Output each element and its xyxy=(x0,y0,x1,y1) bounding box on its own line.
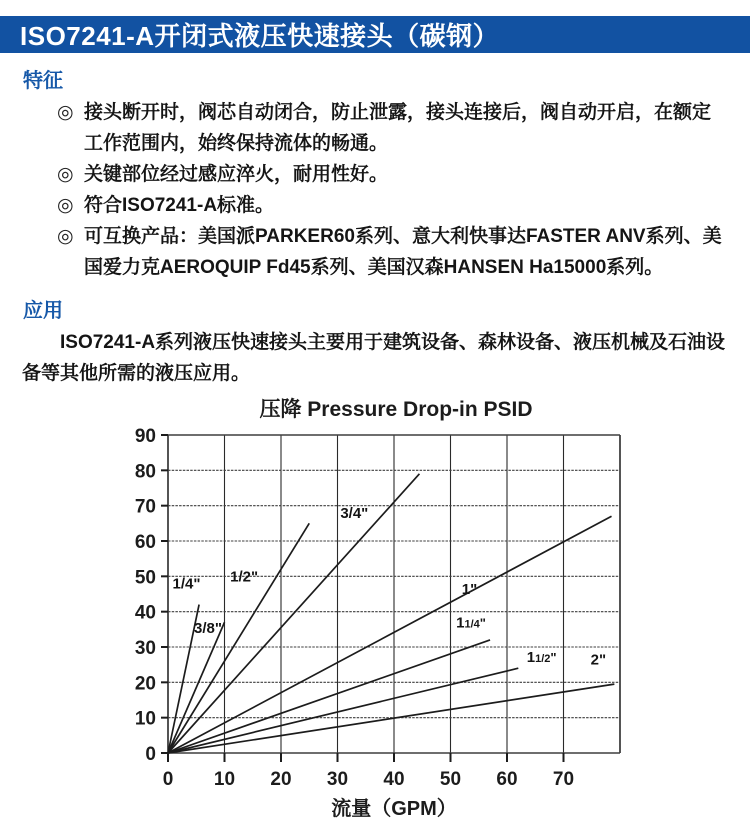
chart-title: 压降 Pressure Drop-in PSID xyxy=(259,398,533,421)
feature-item xyxy=(57,190,728,221)
application-heading: 应用 xyxy=(23,300,63,322)
page-title: ISO7241-A开闭式液压快速接头（碳钢） xyxy=(20,21,500,51)
feature-item xyxy=(57,97,728,159)
svg-text:80: 80 xyxy=(134,461,156,483)
bullet-icon: ◎ xyxy=(57,195,74,216)
bullet-icon: ◎ xyxy=(57,102,74,123)
svg-text:3/4": 3/4" xyxy=(340,505,369,523)
feature-text: 接头断开时，阀芯自动闭合，防止泄露，接头连接后，阀自动开启，在额定工作范围内，始终保持流体的畅通。 xyxy=(84,102,712,154)
feature-text: 可互换产品：美国派PARKER60系列、意大利快事达FASTER ANV系列、美国爱力克AEROQUIP Fd45系列、美国汉森HANSEN Ha15000系列。 xyxy=(84,226,722,278)
svg-text:11/2": 11/2" xyxy=(526,648,557,666)
svg-text:50: 50 xyxy=(134,567,156,589)
svg-text:20: 20 xyxy=(270,769,292,790)
svg-text:60: 60 xyxy=(496,769,518,790)
svg-text:11/4": 11/4" xyxy=(456,614,486,632)
svg-text:流量（GPM）: 流量（GPM） xyxy=(331,798,457,820)
feature-item xyxy=(57,221,728,283)
chart-section xyxy=(22,393,728,832)
svg-text:70: 70 xyxy=(552,769,575,790)
features-list xyxy=(57,97,728,283)
page-title-bar xyxy=(0,16,750,53)
pressure-drop-chart xyxy=(120,425,630,827)
features-heading: 特征 xyxy=(23,70,63,92)
feature-text: 符合ISO7241-A标准。 xyxy=(84,195,275,216)
svg-text:90: 90 xyxy=(134,426,156,447)
svg-text:40: 40 xyxy=(134,602,156,624)
svg-text:2": 2" xyxy=(590,651,607,669)
chart-container xyxy=(120,425,630,832)
svg-text:40: 40 xyxy=(383,769,405,790)
application-text: ISO7241-A系列液压快速接头主要用于建筑设备、森林设备、液压机械及石油设备等其他所需的液压应用。 xyxy=(22,332,726,384)
top-margin xyxy=(0,0,750,16)
svg-text:10: 10 xyxy=(134,708,156,730)
svg-text:0: 0 xyxy=(145,744,156,765)
svg-text:10: 10 xyxy=(213,769,236,790)
svg-text:20: 20 xyxy=(134,673,156,695)
svg-text:70: 70 xyxy=(134,496,156,518)
svg-text:1/2": 1/2" xyxy=(230,568,259,586)
bullet-icon: ◎ xyxy=(57,226,74,247)
svg-text:3/8": 3/8" xyxy=(193,619,222,637)
feature-item xyxy=(57,159,728,190)
page-content xyxy=(0,64,750,832)
svg-text:30: 30 xyxy=(134,638,156,659)
svg-text:60: 60 xyxy=(134,532,156,553)
svg-text:1/4": 1/4" xyxy=(172,575,201,593)
svg-text:1": 1" xyxy=(461,581,478,598)
bullet-icon: ◎ xyxy=(57,164,74,185)
svg-text:0: 0 xyxy=(162,769,174,790)
feature-text: 关键部位经过感应淬火，耐用性好。 xyxy=(84,164,389,185)
svg-text:30: 30 xyxy=(326,769,349,790)
svg-text:50: 50 xyxy=(439,769,462,790)
